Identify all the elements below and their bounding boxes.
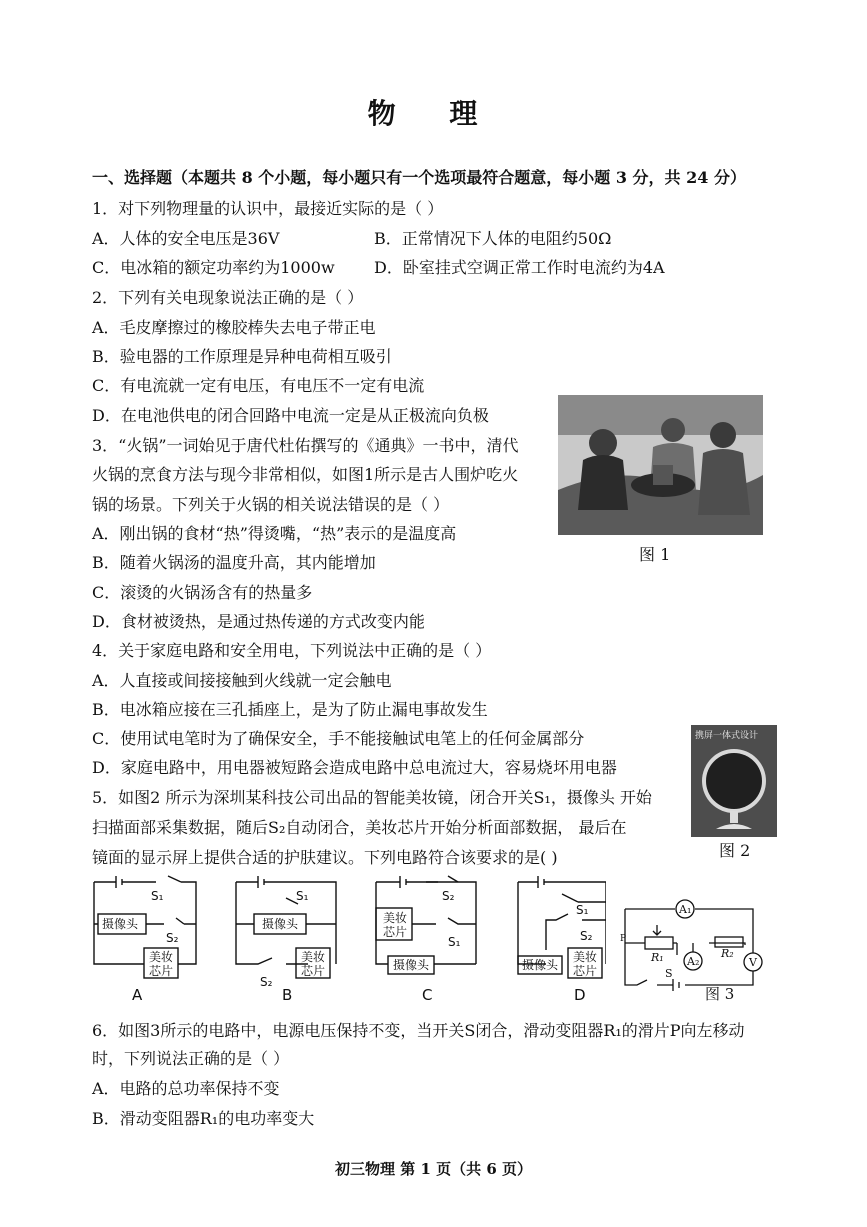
circuit-label-d: D [574, 986, 586, 1004]
fig3-a1: A₁ [679, 903, 692, 916]
circuit-a-chip-line1: 美妆 [149, 950, 174, 964]
q6-option-b: B．滑动变阻器R₁的电功率变大 [92, 1109, 315, 1128]
circuit-d-chip-line2: 芯片 [573, 964, 598, 978]
q6-option-a: A．电路的总功率保持不变 [92, 1079, 280, 1098]
circuit-label-c: C [422, 986, 433, 1004]
circuit-a-camera: 摄像头 [102, 917, 139, 931]
circuit-b-camera: 摄像头 [262, 917, 299, 931]
figure-2-photo [691, 725, 777, 837]
circuit-c-chip-line1: 美妆 [383, 911, 408, 925]
q1-stem: 1．对下列物理量的认识中，最接近实际的是（ ） [92, 199, 444, 218]
circuit-label-b: B [282, 986, 293, 1004]
q3-option-c: C．滚烫的火锅汤含有的热量多 [92, 583, 313, 602]
circuit-a-s2: S₂ [166, 931, 179, 945]
section-heading: 一、选择题（本题共 8 个小题，每小题只有一个选项最符合题意，每小题 3 分，共 24 分） [92, 168, 746, 187]
page-footer: 初三物理 第 1 页（共 6 页） [335, 1160, 532, 1178]
figure-1-caption: 图 1 [639, 545, 671, 564]
q2-option-c: C．有电流就一定有电压，有电压不一定有电流 [92, 376, 425, 395]
figure-1-photo [558, 395, 763, 535]
q3-line-1: 3．“火锅”一词始见于唐代杜佑撰写的《通典》一书中，清代 [92, 436, 519, 455]
fig3-r2: R₂ [721, 947, 734, 960]
q6-line-1: 6．如图3所示的电路中，电源电压保持不变，当开关S闭合，滑动变阻器R₁的滑片P向左移动 [92, 1021, 745, 1040]
q4-option-a: A．人直接或间接接触到火线就一定会触电 [92, 671, 392, 690]
page-title: 物 理 [367, 97, 500, 130]
q3-option-b: B．随着火锅汤的温度升高，其内能增加 [92, 553, 376, 572]
circuit-d-s2: S₂ [580, 929, 593, 943]
circuit-c-chip-line2: 芯片 [383, 925, 408, 939]
q1-option-a: A．人体的安全电压是36V [92, 229, 280, 248]
circuit-d-camera: 摄像头 [522, 958, 559, 972]
fig3-r1: R₁ [651, 951, 664, 964]
figure-2-label: 携屏一体式设计 [695, 731, 759, 741]
q4-stem: 4．关于家庭电路和安全用电，下列说法中正确的是（ ） [92, 641, 492, 660]
circuit-c-camera: 摄像头 [393, 958, 430, 972]
fig3-p: P [620, 934, 627, 944]
q3-option-d: D．食材被烫热，是通过热传递的方式改变内能 [92, 612, 425, 631]
circuit-diagrams [86, 872, 606, 1012]
circuit-d-chip-line1: 美妆 [573, 950, 598, 964]
q3-line-2: 火锅的烹食方法与现今非常相似，如图1所示是古人围炉吃火 [92, 465, 519, 484]
fig3-v: V [749, 956, 757, 969]
figure-3-circuit [617, 885, 772, 1005]
circuit-a-chip-line2: 芯片 [149, 964, 174, 978]
q1-option-d: D．卧室挂式空调正常工作时电流约为4A [374, 258, 665, 277]
q5-line-1: 5．如图2 所示为深圳某科技公司出品的智能美妆镜，闭合开关S₁，摄像头 开始 [92, 788, 652, 807]
q6-line-2: 时，下列说法正确的是（ ） [92, 1049, 290, 1068]
q2-stem: 2．下列有关电现象说法正确的是（ ） [92, 288, 364, 307]
circuit-b-s2: S₂ [260, 975, 273, 989]
q4-option-d: D．家庭电路中，用电器被短路会造成电路中总电流过大，容易烧坏用电器 [92, 758, 617, 777]
q5-line-2: 扫描面部采集数据，随后S₂自动闭合，美妆芯片开始分析面部数据， 最后在 [92, 818, 627, 837]
q3-option-a: A．刚出锅的食材“热”得烫嘴，“热”表示的是温度高 [92, 524, 457, 543]
q4-option-c: C．使用试电笔时为了确保安全，手不能接触试电笔上的任何金属部分 [92, 729, 585, 748]
circuit-a-s1: S₁ [151, 889, 164, 903]
figure-2-caption: 图 2 [719, 841, 751, 860]
circuit-b-s1: S₁ [296, 889, 309, 903]
circuit-b-chip-line2: 芯片 [301, 964, 326, 978]
q1-option-c: C．电冰箱的额定功率约为1000w [92, 258, 335, 277]
q2-option-d: D．在电池供电的闭合回路中电流一定是从正极流向负极 [92, 406, 489, 425]
fig3-a2: A₂ [687, 955, 700, 968]
fig3-s: S [665, 967, 673, 980]
circuit-c-s1: S₁ [448, 935, 461, 949]
q3-line-3: 锅的场景。下列关于火锅的相关说法错误的是（ ） [92, 495, 450, 514]
circuit-c-s2: S₂ [442, 889, 455, 903]
fig3-caption: 图 3 [705, 985, 735, 1003]
q1-option-b: B．正常情况下人体的电阻约50Ω [374, 229, 612, 248]
q2-option-b: B．验电器的工作原理是异种电荷相互吸引 [92, 347, 392, 366]
circuit-label-a: A [132, 986, 143, 1004]
q2-option-a: A．毛皮摩擦过的橡胶棒失去电子带正电 [92, 318, 376, 337]
q4-option-b: B．电冰箱应接在三孔插座上，是为了防止漏电事故发生 [92, 700, 488, 719]
circuit-d-s1: S₁ [576, 903, 589, 917]
q5-line-3: 镜面的显示屏上提供合适的护肤建议。下列电路符合该要求的是( ) [92, 848, 558, 867]
circuit-b-chip-line1: 美妆 [301, 950, 326, 964]
